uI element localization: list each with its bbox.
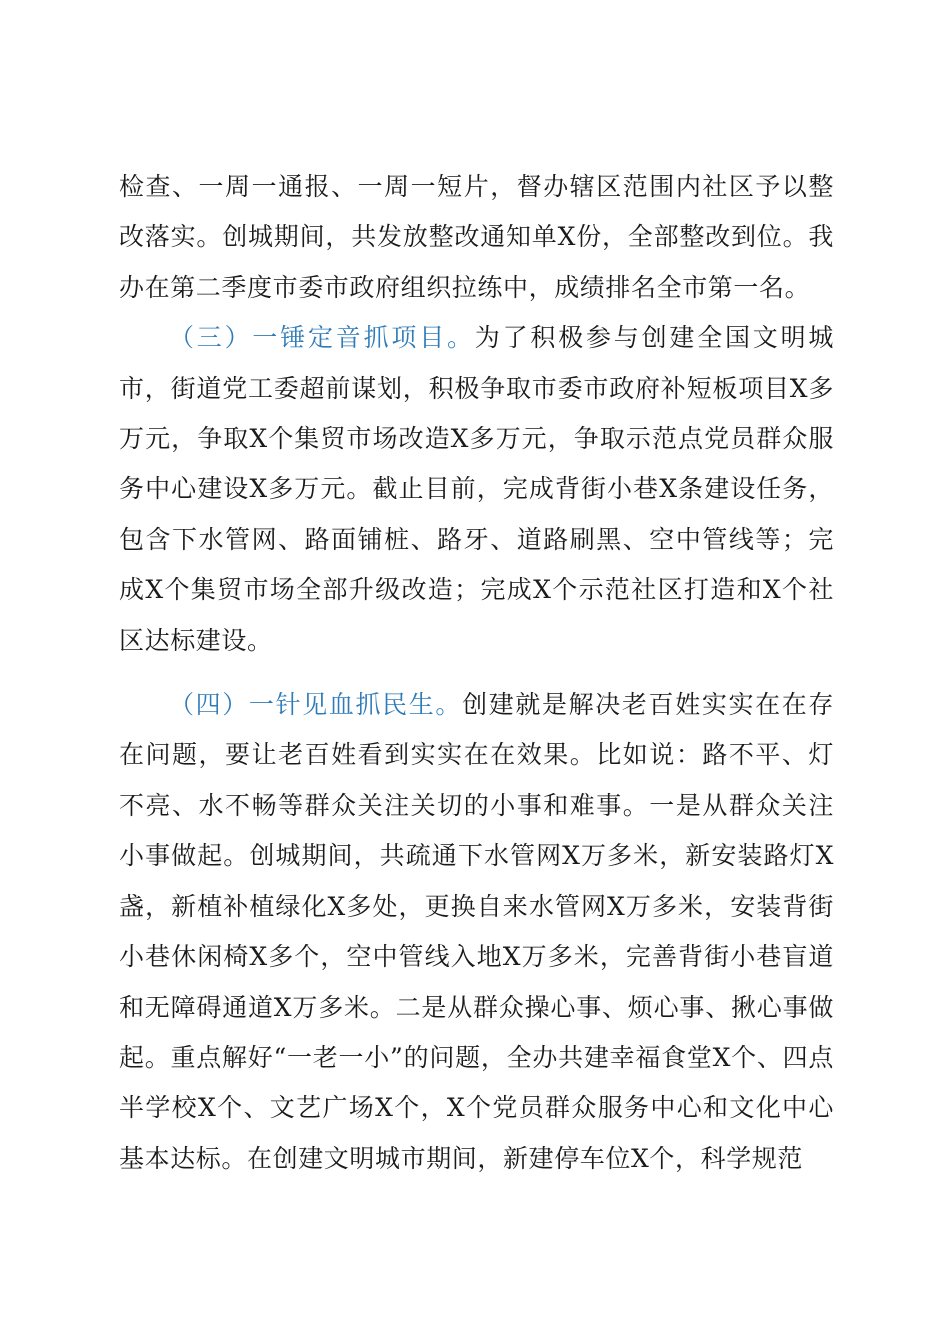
document-body [119, 162, 834, 1184]
paragraph-projects [119, 313, 834, 666]
section-heading-livelihood: （四）一针见血抓民生。 [169, 690, 463, 720]
paragraph-text: 创建就是解决老百姓实实在在存在问题，要让老百姓看到实实在在效果。比如说：路不平、灯不亮、水不畅等群众关注关切的小事和难事。一是从群众关注小事做起。创城期间，共疏通下水管网X万多米，新安装路灯X盏，新植补植绿化X多处，更换自来水管网X万多米，安装背街小巷休闲椅X多个，空中管线入地X万多米，完善背街小巷盲道和无障碍通道X万多米。二是从群众操心事、烦心事、揪心事做起。重点解好“一老一小”的问题，全办共建幸福食堂X个、四点半学校X个、文艺广场X个，X个党员群众服务中心和文化中心基本达标。在创建文明城市期间，新建停车位X个，科学规范 [119, 690, 834, 1173]
paragraph-inspection [119, 162, 834, 313]
paragraph-livelihood [119, 680, 834, 1184]
paragraph-text: 为了积极参与创建全国文明城市，街道党工委超前谋划，积极争取市委市政府补短板项目X多万元，争取X个集贸市场改造X多万元，争取示范点党员群众服务中心建设X多万元。截止目前，完成背街小巷X条建设任务，包含下水管网、路面铺桩、路牙、道路刷黑、空中管线等；完成X个集贸市场全部升级改造；完成X个示范社区打造和X个社区达标建设。 [119, 323, 834, 655]
section-heading-projects: （三）一锤定音抓项目。 [169, 323, 475, 353]
paragraph-text: 检查、一周一通报、一周一短片，督办辖区范围内社区予以整改落实。创城期间，共发放整改通知单X份，全部整改到位。我办在第二季度市委市政府组织拉练中，成绩排名全市第一名。 [119, 172, 834, 302]
